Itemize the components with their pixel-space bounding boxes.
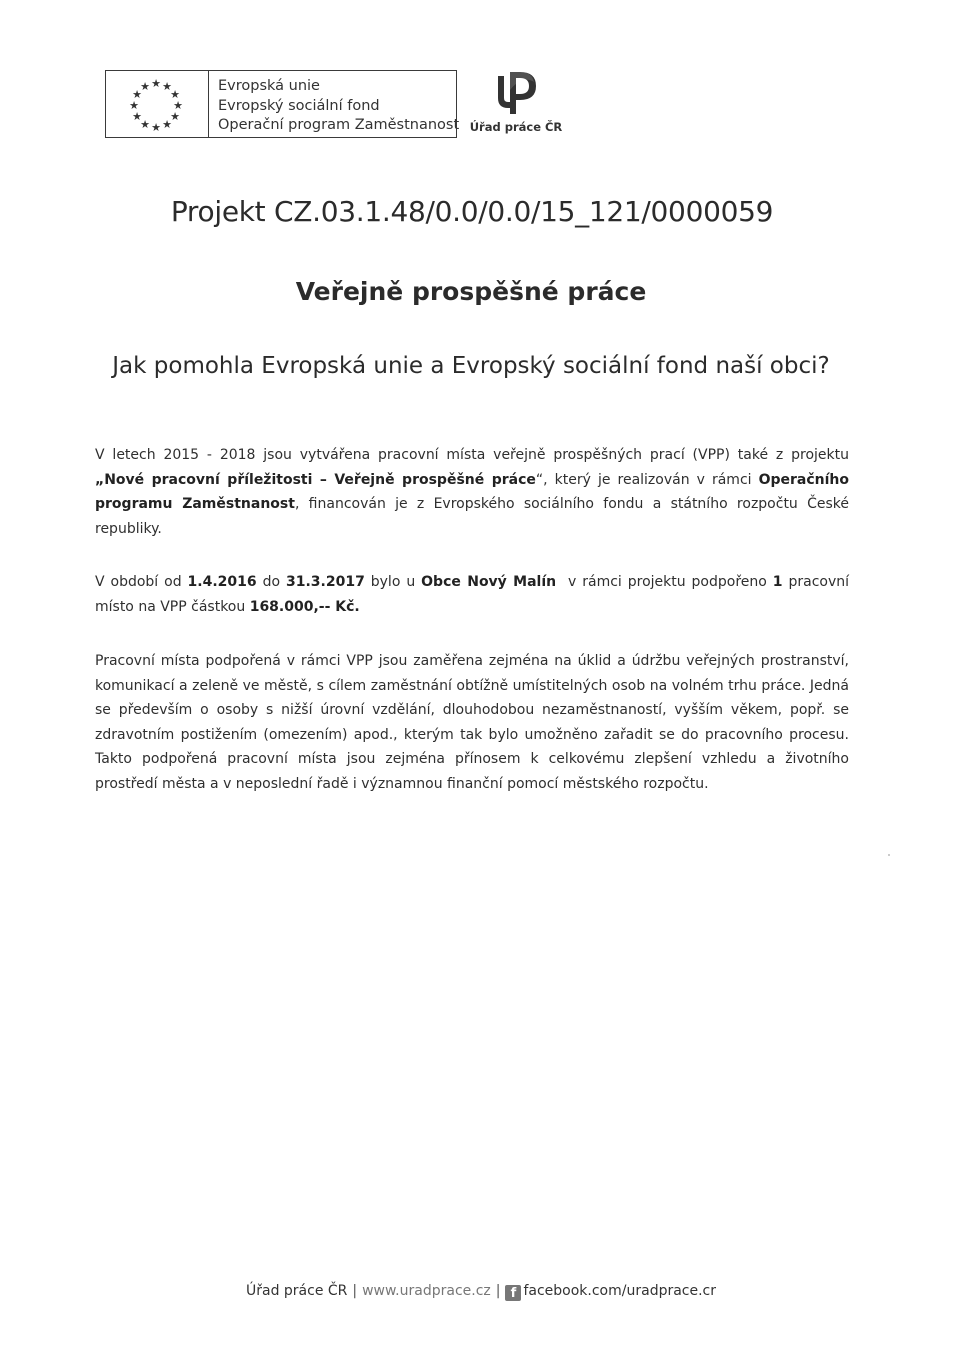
project-number-title: Projekt CZ.03.1.48/0.0/0.0/15_121/0000059 [170, 195, 774, 228]
text-run: bylo u [364, 574, 422, 590]
text-run: , financován je z Evropského sociálního fondu a státního rozpočtu České republiky. [95, 496, 850, 537]
svg-text:★: ★ [140, 80, 150, 93]
paragraph-period [95, 570, 849, 619]
scan-speck [888, 854, 890, 856]
urad-prace-logo-icon [466, 70, 566, 120]
eu-esf-logo [105, 70, 460, 138]
page-subtitle: Jak pomohla Evropská unie a Evropský sociální fond naší obci? [112, 353, 830, 379]
svg-text:★: ★ [162, 118, 172, 131]
text-run: pracovní místo na VPP částkou [95, 574, 850, 615]
start-date: 1.4.2016 [187, 574, 257, 590]
project-name-bold: „Nové pracovní příležitosti – Veřejně prospěšné práce [95, 471, 536, 488]
svg-text:★: ★ [132, 88, 142, 101]
eu-logo-line: Operační program Zaměstnanost [218, 117, 460, 133]
paragraph-description: Pracovní místa podpořená v rámci VPP jsou zaměřena zejména na úklid a údržbu veřejných prostranství, komunikací a zeleně ve městě, s cílem zaměstnání obtížně umístitelných osob na volném trhu práce. Jedná se především o osoby s nižší úrovní vzdělání, dlouhodobou nezaměstnaností, vyšším věkem, popř. se zdravotním postižením (omezením) apod., kterým tak bylo umožněno zařadit se do pracovního procesu. Takto podpořená pracovní místa jsou zejména přínosem k celkovému zlepšení vzhledu a životního prostředí města a v neposlední řadě i významnou finanční pomocí městského rozpočtu. [95, 653, 849, 792]
program-name-bold: Operačního programu Zaměstnanost [95, 471, 850, 512]
paragraph-intro [95, 443, 849, 541]
municipality-name: Obce Nový Malín [421, 574, 557, 590]
svg-text:★: ★ [173, 99, 183, 112]
text-run: V letech 2015 - 2018 jsou vytvářena pracovní místa veřejně prospěšných prací (VPP) také z projektu [95, 447, 849, 463]
end-date: 31.3.2017 [285, 574, 365, 590]
svg-text:★: ★ [151, 121, 161, 134]
svg-text:★: ★ [170, 88, 180, 101]
svg-text:★: ★ [129, 99, 139, 112]
urad-prace-caption: Úřad práce ČR [469, 120, 563, 134]
svg-text:★: ★ [132, 110, 142, 123]
eu-stars-icon [106, 71, 209, 137]
footer-facebook-link[interactable]: facebook.com/uradprace.cr [523, 1283, 717, 1299]
footer-org: Úřad práce ČR [245, 1283, 348, 1299]
svg-text:★: ★ [140, 118, 150, 131]
text-run: do [256, 574, 286, 590]
eu-logo-line: Evropská unie [218, 78, 320, 94]
footer-separator: | [352, 1283, 358, 1299]
footer-separator: | [495, 1283, 501, 1299]
page-title: Veřejně prospěšné práce [295, 277, 647, 306]
footer [0, 1283, 960, 1301]
svg-text:★: ★ [151, 77, 161, 90]
position-count: 1 [772, 574, 783, 590]
eu-logo-line: Evropský sociální fond [218, 97, 380, 114]
text-run: v rámci projektu podpořeno [556, 574, 773, 590]
footer-website-link[interactable]: www.uradprace.cz [362, 1283, 491, 1299]
text-run: V období od [95, 574, 188, 590]
svg-text:★: ★ [170, 110, 180, 123]
amount: 168.000,-- Kč. [249, 598, 360, 615]
urad-prace-logo [466, 70, 566, 136]
facebook-icon: f [505, 1285, 521, 1301]
svg-text:★: ★ [162, 80, 172, 93]
text-run: “, který je realizován v rámci [535, 471, 759, 488]
eu-logo-text [218, 77, 459, 136]
